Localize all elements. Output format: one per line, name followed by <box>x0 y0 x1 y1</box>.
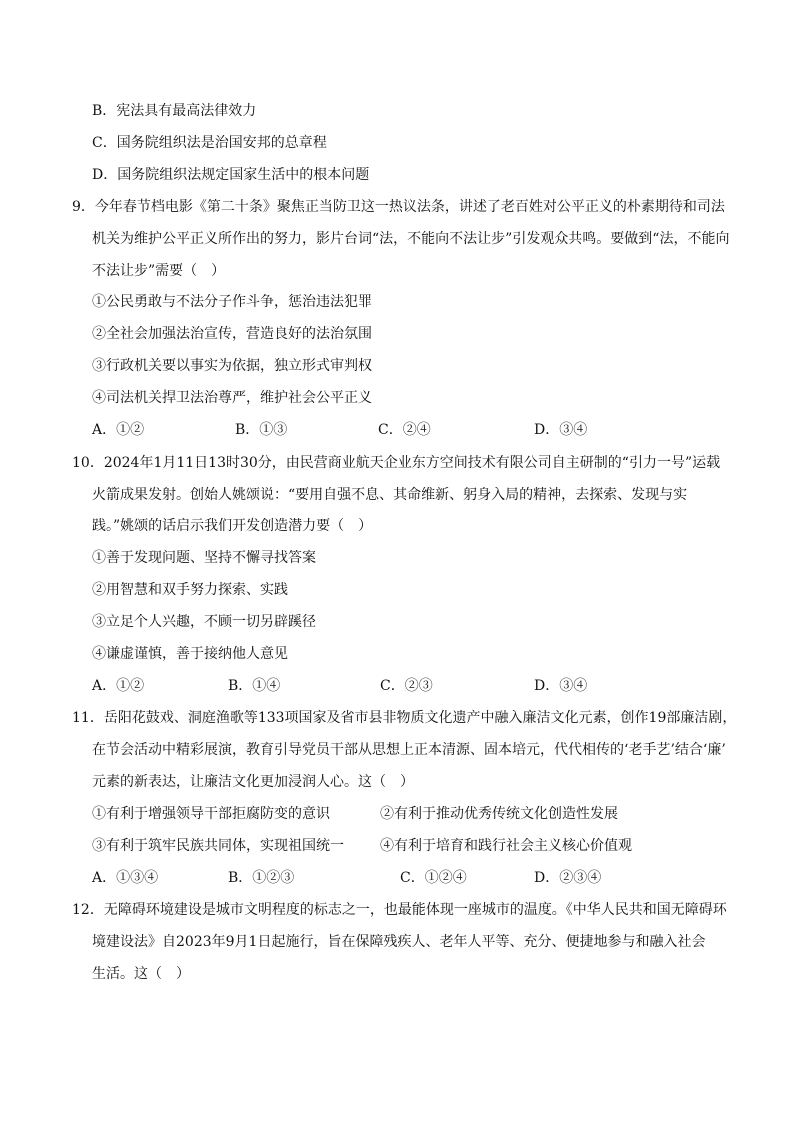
question-9-statement-3: ③行政机关要以事实为依据，独立形式审判权 <box>92 358 372 374</box>
question-12-stem-line-1: 12．无障碍环境建设是城市文明程度的标志之一，也最能体现一座城市的温度。《中华人民共和国无障碍环 <box>72 902 727 918</box>
question-11-statement-4: ④有利于培育和践行社会主义核心价值观 <box>380 838 632 854</box>
question-11-choice-b: B．①②③ <box>228 870 295 886</box>
question-12-stem-line-2: 境建设法》自2023年9月1日起施行，旨在保障残疾人、老年人平等、充分、便捷地参与和融入社会 <box>92 934 706 950</box>
question-9-stem-line-2: 机关为维护公平正义所作出的努力，影片台词“法，不能向不法让步”引发观众共鸣。要做到“法，不能向 <box>92 231 730 247</box>
question-11-choice-a: A．①③④ <box>92 870 159 886</box>
question-11-statement-1: ①有利于增强领导干部拒腐防变的意识 <box>92 806 330 822</box>
option-c: C．国务院组织法是治国安邦的总章程 <box>92 135 327 151</box>
question-9-statement-2: ②全社会加强法治宣传，营造良好的法治氛围 <box>92 326 372 342</box>
question-11-choice-c: C．①②④ <box>400 870 467 886</box>
question-10-statement-2: ②用智慧和双手努力探索、实践 <box>92 582 288 598</box>
question-10-stem-line-2: 火箭成果发射。创始人姚颂说：“要用自强不息、其命维新、躬身入局的精神，去探索、发现与实 <box>92 487 688 503</box>
question-10-stem-line-3: 践。”姚颂的话启示我们开发创造潜力要（ ） <box>92 518 373 534</box>
question-10-choice-c: C．②③ <box>380 678 433 694</box>
question-9-choice-c: C．②④ <box>378 422 431 438</box>
question-12-stem-line-3: 生活。这（ ） <box>92 966 190 982</box>
question-9-choice-a: A．①② <box>92 422 145 438</box>
question-9-statement-1: ①公民勇敢与不法分子作斗争，惩治违法犯罪 <box>92 294 372 310</box>
question-10-statement-4: ④谦虚谨慎，善于接纳他人意见 <box>92 646 288 662</box>
option-d: D．国务院组织法规定国家生活中的根本问题 <box>92 167 370 183</box>
question-11-stem-line-2: 在节会活动中精彩展演，教育引导党员干部从思想上正本清源、固本培元，代代相传的‘老手艺’结合‘廉’ <box>92 742 726 758</box>
question-10-choice-b: B．①④ <box>228 678 281 694</box>
option-b: B．宪法具有最高法律效力 <box>92 103 257 119</box>
question-9-stem-line-1: 9．今年春节档电影《第二十条》聚焦正当防卫这一热议法条，讲述了老百姓对公平正义的朴素期待和司法 <box>72 199 725 215</box>
question-10-choice-a: A．①② <box>92 678 145 694</box>
question-10-stem-line-1: 10．2024年1月11日13时30分，由民营商业航天企业东方空间技术有限公司自主研制的“引力一号”运载 <box>72 455 721 471</box>
question-11-stem-line-1: 11．岳阳花鼓戏、洞庭渔歌等133项国家及省市县非物质文化遗产中融入廉洁文化元素，创作19部廉洁剧， <box>72 710 737 726</box>
question-9-statement-4: ④司法机关捍卫法治尊严，维护社会公平正义 <box>92 390 372 406</box>
question-11-statement-2: ②有利于推动优秀传统文化创造性发展 <box>380 806 618 822</box>
question-9-stem-line-3: 不法让步”需要（ ） <box>92 263 226 279</box>
question-11-choice-d: D．②③④ <box>534 870 602 886</box>
question-9-choice-b: B．①③ <box>235 422 288 438</box>
question-10-choice-d: D．③④ <box>534 678 588 694</box>
question-10-statement-3: ③立足个人兴趣，不顾一切另辟蹊径 <box>92 614 316 630</box>
question-9-choice-d: D．③④ <box>534 422 588 438</box>
question-10-statement-1: ①善于发现问题、坚持不懈寻找答案 <box>92 550 316 566</box>
question-11-statement-3: ③有利于筑牢民族共同体，实现祖国统一 <box>92 838 344 854</box>
question-11-stem-line-3: 元素的新表达，让廉洁文化更加浸润人心。这（ ） <box>92 774 414 790</box>
